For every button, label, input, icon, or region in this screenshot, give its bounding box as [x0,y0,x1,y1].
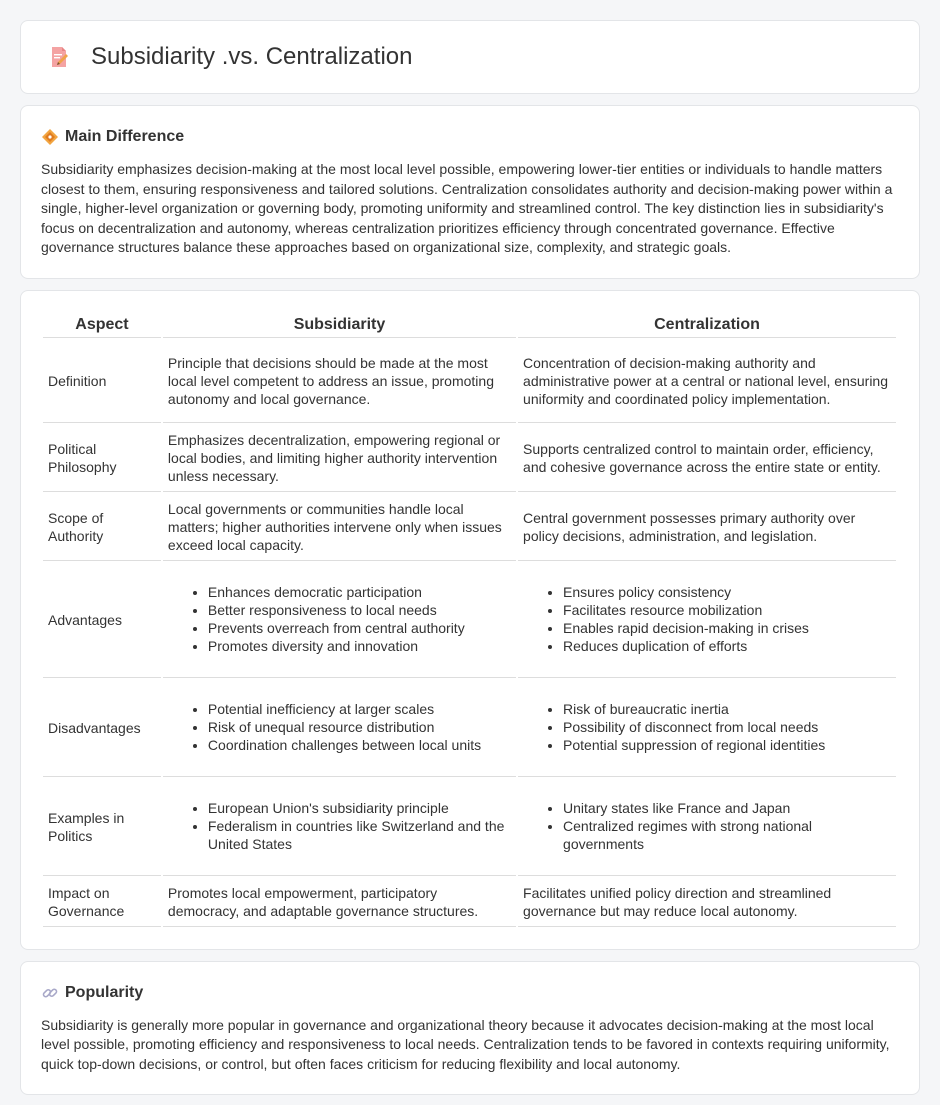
table-row [43,425,896,492]
main-difference-heading: Main Difference [65,128,185,145]
list-item: • Possibility of disconnect from local needs [563,718,891,736]
subsidiarity-cell: Promotes local empowerment, participatory democracy, and adaptable governance structures. [163,878,516,927]
header-subsidiarity: Subsidiarity [163,311,516,338]
aspect-cell: Political Philosophy [43,425,161,492]
table-row [43,340,896,423]
header-aspect: Aspect [43,311,161,338]
centralization-cell [518,563,896,678]
aspect-cell: Scope of Authority [43,494,161,561]
list-item: • Risk of bureaucratic inertia [563,700,891,718]
document-edit-icon [47,45,71,69]
subsidiarity-cell: Principle that decisions should be made at the most local level competent to address an issue, promoting autonomy and local governance. [163,340,516,423]
title-card [20,20,920,94]
list-item: • Ensures policy consistency [563,583,891,601]
subsidiarity-cell: Local governments or communities handle local matters; higher authorities intervene only when issues exceed local capacity. [163,494,516,561]
list-item: • Enhances democratic participation [208,583,511,601]
table-row [43,563,896,678]
list-item: • Promotes diversity and innovation [208,637,511,655]
aspect-cell: Definition [43,340,161,423]
centralization-cell: Supports centralized control to maintain order, efficiency, and cohesive governance across the entire state or entity. [518,425,896,492]
subsidiarity-cell [163,680,516,777]
centralization-cell [518,680,896,777]
table-row [43,680,896,777]
popularity-heading: Popularity [65,983,144,1001]
list-item: • Federalism in countries like Switzerland and the United States [208,817,511,853]
centralization-cell: Central government possesses primary authority over policy decisions, administration, and legislation. [518,494,896,561]
list-item: • Prevents overreach from central authority [208,619,511,637]
subsidiarity-cell: Emphasizes decentralization, empowering regional or local bodies, and limiting higher authority intervention unless necessary. [163,425,516,492]
centralization-cell: Facilitates unified policy direction and streamlined governance but may reduce local autonomy. [518,878,896,927]
aspect-cell: Examples in Politics [43,779,161,876]
list-item: • Risk of unequal resource distribution [208,718,511,736]
aspect-cell: Advantages [43,563,161,678]
header-centralization: Centralization [518,311,896,338]
popularity-section [20,961,920,1096]
table-row [43,494,896,561]
comparison-table-card [20,290,920,950]
list-item: • Reduces duplication of efforts [563,637,891,655]
aspect-cell: Impact on Governance [43,878,161,927]
diamond-icon [41,128,59,146]
main-difference-text: Subsidiarity emphasizes decision-making at the most local level possible, empowering lower-tier entities or individuals to handle matters closest to them, ensuring responsiveness and tailored solutions. Centralization consolidates authority and decision-making power within a single, higher-level organization or governing body, promoting uniformity and streamlined control. The key distinction lies in subsidiarity's focus on decentralization and autonomy, whereas centralization prioritizes efficiency through concentrated governance. Effective governance structures balance these approaches based on organizational size, complexity, and strategic goals. [41,161,893,255]
list-item: • Centralized regimes with strong national governments [563,817,891,853]
list-item: • Potential inefficiency at larger scales [208,700,511,718]
comparison-table [41,309,898,929]
main-difference-section [20,105,920,279]
list-item: • Potential suppression of regional identities [563,736,891,754]
aspect-cell: Disadvantages [43,680,161,777]
list-item: • Enables rapid decision-making in crises [563,619,891,637]
popularity-text: Subsidiarity is generally more popular in governance and organizational theory because it advocates decision-making at the most local level possible, promoting efficiency and responsiveness to local needs. Centralization tends to be favored in contexts requiring uniformity, quick top-down decisions, or control, but often faces criticism for reducing flexibility and local autonomy. [41,1016,890,1072]
list-item: • Unitary states like France and Japan [563,799,891,817]
subsidiarity-cell [163,563,516,678]
page-title: Subsidiarity .vs. Centralization [91,43,413,70]
subsidiarity-cell [163,779,516,876]
centralization-cell: Concentration of decision-making authority and administrative power at a central or national level, ensuring uniformity and coordinated policy implementation. [518,340,896,423]
centralization-cell [518,779,896,876]
list-item: • European Union's subsidiarity principle [208,799,511,817]
table-row [43,878,896,927]
list-item: • Coordination challenges between local units [208,736,511,754]
list-item: • Facilitates resource mobilization [563,601,891,619]
list-item: • Better responsiveness to local needs [208,601,511,619]
link-icon [41,984,59,1002]
table-row [43,779,896,876]
